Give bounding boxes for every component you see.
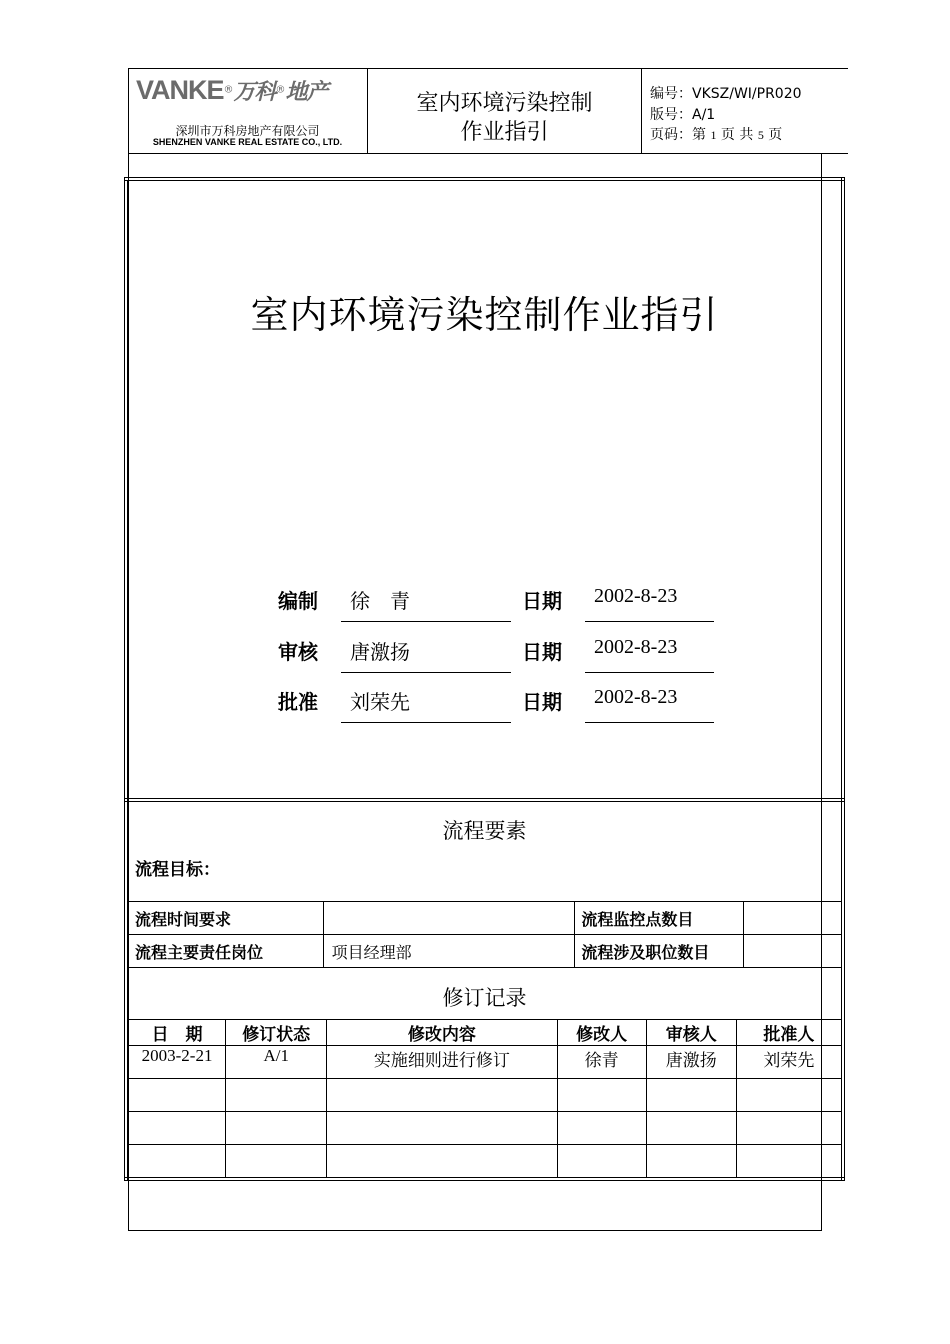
document-title: 室内环境污染控制作业指引 <box>250 293 719 337</box>
signoff-name: 徐 青 <box>350 591 410 613</box>
process-owner-value: 项目经理部 <box>323 935 575 968</box>
revision-editor <box>557 1145 646 1178</box>
process-monitor-value <box>744 902 842 935</box>
table-row <box>129 1145 842 1178</box>
process-heading: 流程要素 <box>442 819 527 843</box>
logo-brand-text: VANKE <box>136 75 224 105</box>
revision-approver: 刘荣先 <box>736 1046 841 1079</box>
table-row <box>129 1079 842 1112</box>
page-end: 页 <box>768 127 783 143</box>
revision-reviewer <box>646 1112 736 1145</box>
header-title-line2: 作业指引 <box>460 120 549 145</box>
revision-status <box>226 1112 327 1145</box>
doc-number: 编号：VKSZ/WI/PR020 <box>650 86 802 102</box>
table-row <box>129 1046 842 1079</box>
page-counter <box>650 124 782 144</box>
process-time-label: 流程时间要求 <box>129 902 324 935</box>
process-time-value <box>323 902 575 935</box>
revision-editor <box>557 1079 646 1112</box>
signoff-role: 审核 <box>278 640 318 664</box>
signoff-name: 刘荣先 <box>350 692 410 714</box>
company-name-cn: 深圳市万科房地产有限公司 <box>175 124 320 138</box>
signoff-role: 编制 <box>278 589 318 613</box>
signoff-date-label: 日期 <box>522 690 562 714</box>
revision-heading: 修订记录 <box>442 986 527 1010</box>
signoff-date-label: 日期 <box>522 640 562 664</box>
revision-status: A/1 <box>226 1046 327 1079</box>
revision-approver <box>736 1145 841 1178</box>
revision-reviewer: 唐激扬 <box>646 1046 736 1079</box>
page-label: 页码：第 <box>650 127 706 143</box>
page-mid: 页 共 <box>720 127 754 143</box>
revision-table <box>128 1019 842 1178</box>
revision-status <box>226 1079 327 1112</box>
revision-reviewer <box>646 1145 736 1178</box>
column-header: 修订状态 <box>226 1020 327 1046</box>
table-row <box>129 1112 842 1145</box>
revision-status <box>226 1145 327 1178</box>
revision-reviewer <box>646 1079 736 1112</box>
signoff-name: 唐激扬 <box>350 642 410 664</box>
revision-editor <box>557 1112 646 1145</box>
signoff-date: 2002-8-23 <box>594 636 678 658</box>
signoff-date: 2002-8-23 <box>594 585 678 607</box>
process-table <box>128 901 842 968</box>
company-name-en: SHENZHEN VANKE REAL ESTATE CO., LTD. <box>152 137 343 147</box>
revision-approver <box>736 1079 841 1112</box>
process-owner-label: 流程主要责任岗位 <box>129 935 324 968</box>
column-header: 审核人 <box>646 1020 736 1046</box>
column-header: 批准人 <box>736 1020 841 1046</box>
revision-editor: 徐青 <box>557 1046 646 1079</box>
column-header: 日 期 <box>129 1020 226 1046</box>
revision-date <box>129 1145 226 1178</box>
signoff-date: 2002-8-23 <box>594 686 678 708</box>
process-monitor-label: 流程监控点数目 <box>575 902 744 935</box>
logo-cn-text-2: 地产 <box>285 80 328 105</box>
company-logo: VANKE®万科®地产 <box>136 75 328 105</box>
process-positions-label: 流程涉及职位数目 <box>575 935 744 968</box>
revision-approver <box>736 1112 841 1145</box>
signoff-date-label: 日期 <box>522 589 562 613</box>
doc-version: 版号：A/1 <box>650 107 716 123</box>
column-header: 修改内容 <box>327 1020 557 1046</box>
process-positions-value <box>744 935 842 968</box>
column-header: 修改人 <box>557 1020 646 1046</box>
revision-header-row <box>129 1020 842 1046</box>
revision-content: 实施细则进行修订 <box>327 1046 557 1079</box>
revision-content <box>327 1079 557 1112</box>
logo-cn-text: 万科 <box>233 80 276 105</box>
revision-date: 2003-2-21 <box>129 1046 226 1079</box>
revision-content <box>327 1145 557 1178</box>
header-title-line1: 室内环境污染控制 <box>416 91 593 116</box>
page-current: 1 <box>710 128 717 142</box>
revision-date <box>129 1079 226 1112</box>
signoff-role: 批准 <box>278 690 318 714</box>
revision-date <box>129 1112 226 1145</box>
process-goal-label: 流程目标： <box>135 860 220 880</box>
page-total: 5 <box>757 128 764 142</box>
revision-content <box>327 1112 557 1145</box>
